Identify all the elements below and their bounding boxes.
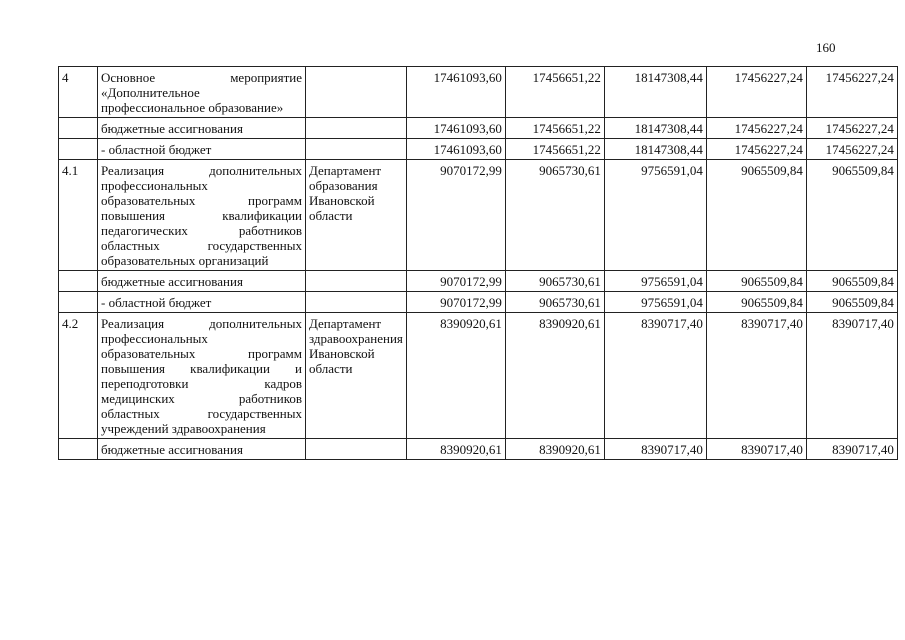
value-cell: 17461093,60 xyxy=(406,139,505,160)
value-cell: 9070172,99 xyxy=(406,160,505,271)
value-cell: 8390920,61 xyxy=(406,313,505,439)
value-cell: 9065509,84 xyxy=(806,160,897,271)
activity-name: Реализация дополнительных профессиональных образовательных программ повышения квалификации педагогических работников областных государственных образовательных организаций xyxy=(98,160,306,271)
value-cell: 9065509,84 xyxy=(706,160,806,271)
value-cell: 9065509,84 xyxy=(706,271,806,292)
executor xyxy=(306,67,407,118)
value-cell: 18147308,44 xyxy=(604,139,706,160)
value-cell: 17456227,24 xyxy=(706,67,806,118)
value-cell: 8390717,40 xyxy=(604,313,706,439)
value-cell: 9065730,61 xyxy=(505,160,604,271)
row-number xyxy=(59,118,98,139)
value-cell: 17456651,22 xyxy=(505,118,604,139)
value-cell: 9070172,99 xyxy=(406,292,505,313)
value-cell: 9065509,84 xyxy=(806,271,897,292)
executor xyxy=(306,139,407,160)
value-cell: 8390920,61 xyxy=(505,313,604,439)
value-cell: 17456651,22 xyxy=(505,139,604,160)
table-row-4-1 xyxy=(59,160,898,271)
executor xyxy=(306,439,407,460)
table-row-4-1-budget xyxy=(59,271,898,292)
value-cell: 18147308,44 xyxy=(604,118,706,139)
row-number xyxy=(59,139,98,160)
value-cell: 9070172,99 xyxy=(406,271,505,292)
executor: Департамент образования Ивановской области xyxy=(306,160,407,271)
table-row-4-budget xyxy=(59,118,898,139)
executor xyxy=(306,118,407,139)
value-cell: 17456227,24 xyxy=(706,139,806,160)
activity-name: - областной бюджет xyxy=(98,139,306,160)
value-cell: 8390717,40 xyxy=(706,313,806,439)
table-row-4 xyxy=(59,67,898,118)
value-cell: 9756591,04 xyxy=(604,292,706,313)
budget-table xyxy=(58,66,898,460)
value-cell: 17456227,24 xyxy=(806,139,897,160)
table-row-4-2 xyxy=(59,313,898,439)
activity-name: бюджетные ассигнования xyxy=(98,118,306,139)
activity-name: бюджетные ассигнования xyxy=(98,439,306,460)
value-cell: 17456651,22 xyxy=(505,67,604,118)
value-cell: 8390717,40 xyxy=(806,439,897,460)
value-cell: 8390717,40 xyxy=(604,439,706,460)
value-cell: 9065509,84 xyxy=(706,292,806,313)
row-number: 4.2 xyxy=(59,313,98,439)
executor: Департамент здравоохранения Ивановской области xyxy=(306,313,407,439)
row-number xyxy=(59,292,98,313)
value-cell: 9065509,84 xyxy=(806,292,897,313)
value-cell: 17456227,24 xyxy=(706,118,806,139)
activity-name: бюджетные ассигнования xyxy=(98,271,306,292)
value-cell: 8390920,61 xyxy=(406,439,505,460)
table-row-4-1-regional xyxy=(59,292,898,313)
value-cell: 17461093,60 xyxy=(406,67,505,118)
value-cell: 9756591,04 xyxy=(604,271,706,292)
value-cell: 9065730,61 xyxy=(505,271,604,292)
value-cell: 8390717,40 xyxy=(806,313,897,439)
value-cell: 8390920,61 xyxy=(505,439,604,460)
row-number xyxy=(59,271,98,292)
row-number xyxy=(59,439,98,460)
value-cell: 17461093,60 xyxy=(406,118,505,139)
row-number: 4 xyxy=(59,67,98,118)
value-cell: 9756591,04 xyxy=(604,160,706,271)
executor xyxy=(306,292,407,313)
executor xyxy=(306,271,407,292)
page-number: 160 xyxy=(816,40,836,55)
value-cell: 17456227,24 xyxy=(806,118,897,139)
value-cell: 18147308,44 xyxy=(604,67,706,118)
value-cell: 17456227,24 xyxy=(806,67,897,118)
value-cell: 9065730,61 xyxy=(505,292,604,313)
activity-name: Основное мероприятие «Дополнительное профессиональное образование» xyxy=(98,67,306,118)
row-number: 4.1 xyxy=(59,160,98,271)
value-cell: 8390717,40 xyxy=(706,439,806,460)
activity-name: - областной бюджет xyxy=(98,292,306,313)
table-row-4-regional xyxy=(59,139,898,160)
table-row-4-2-budget xyxy=(59,439,898,460)
activity-name: Реализация дополнительных профессиональных образовательных программ повышения квалификации и переподготовки кадров медицинских работников областных государственных учреждений здравоохранения xyxy=(98,313,306,439)
